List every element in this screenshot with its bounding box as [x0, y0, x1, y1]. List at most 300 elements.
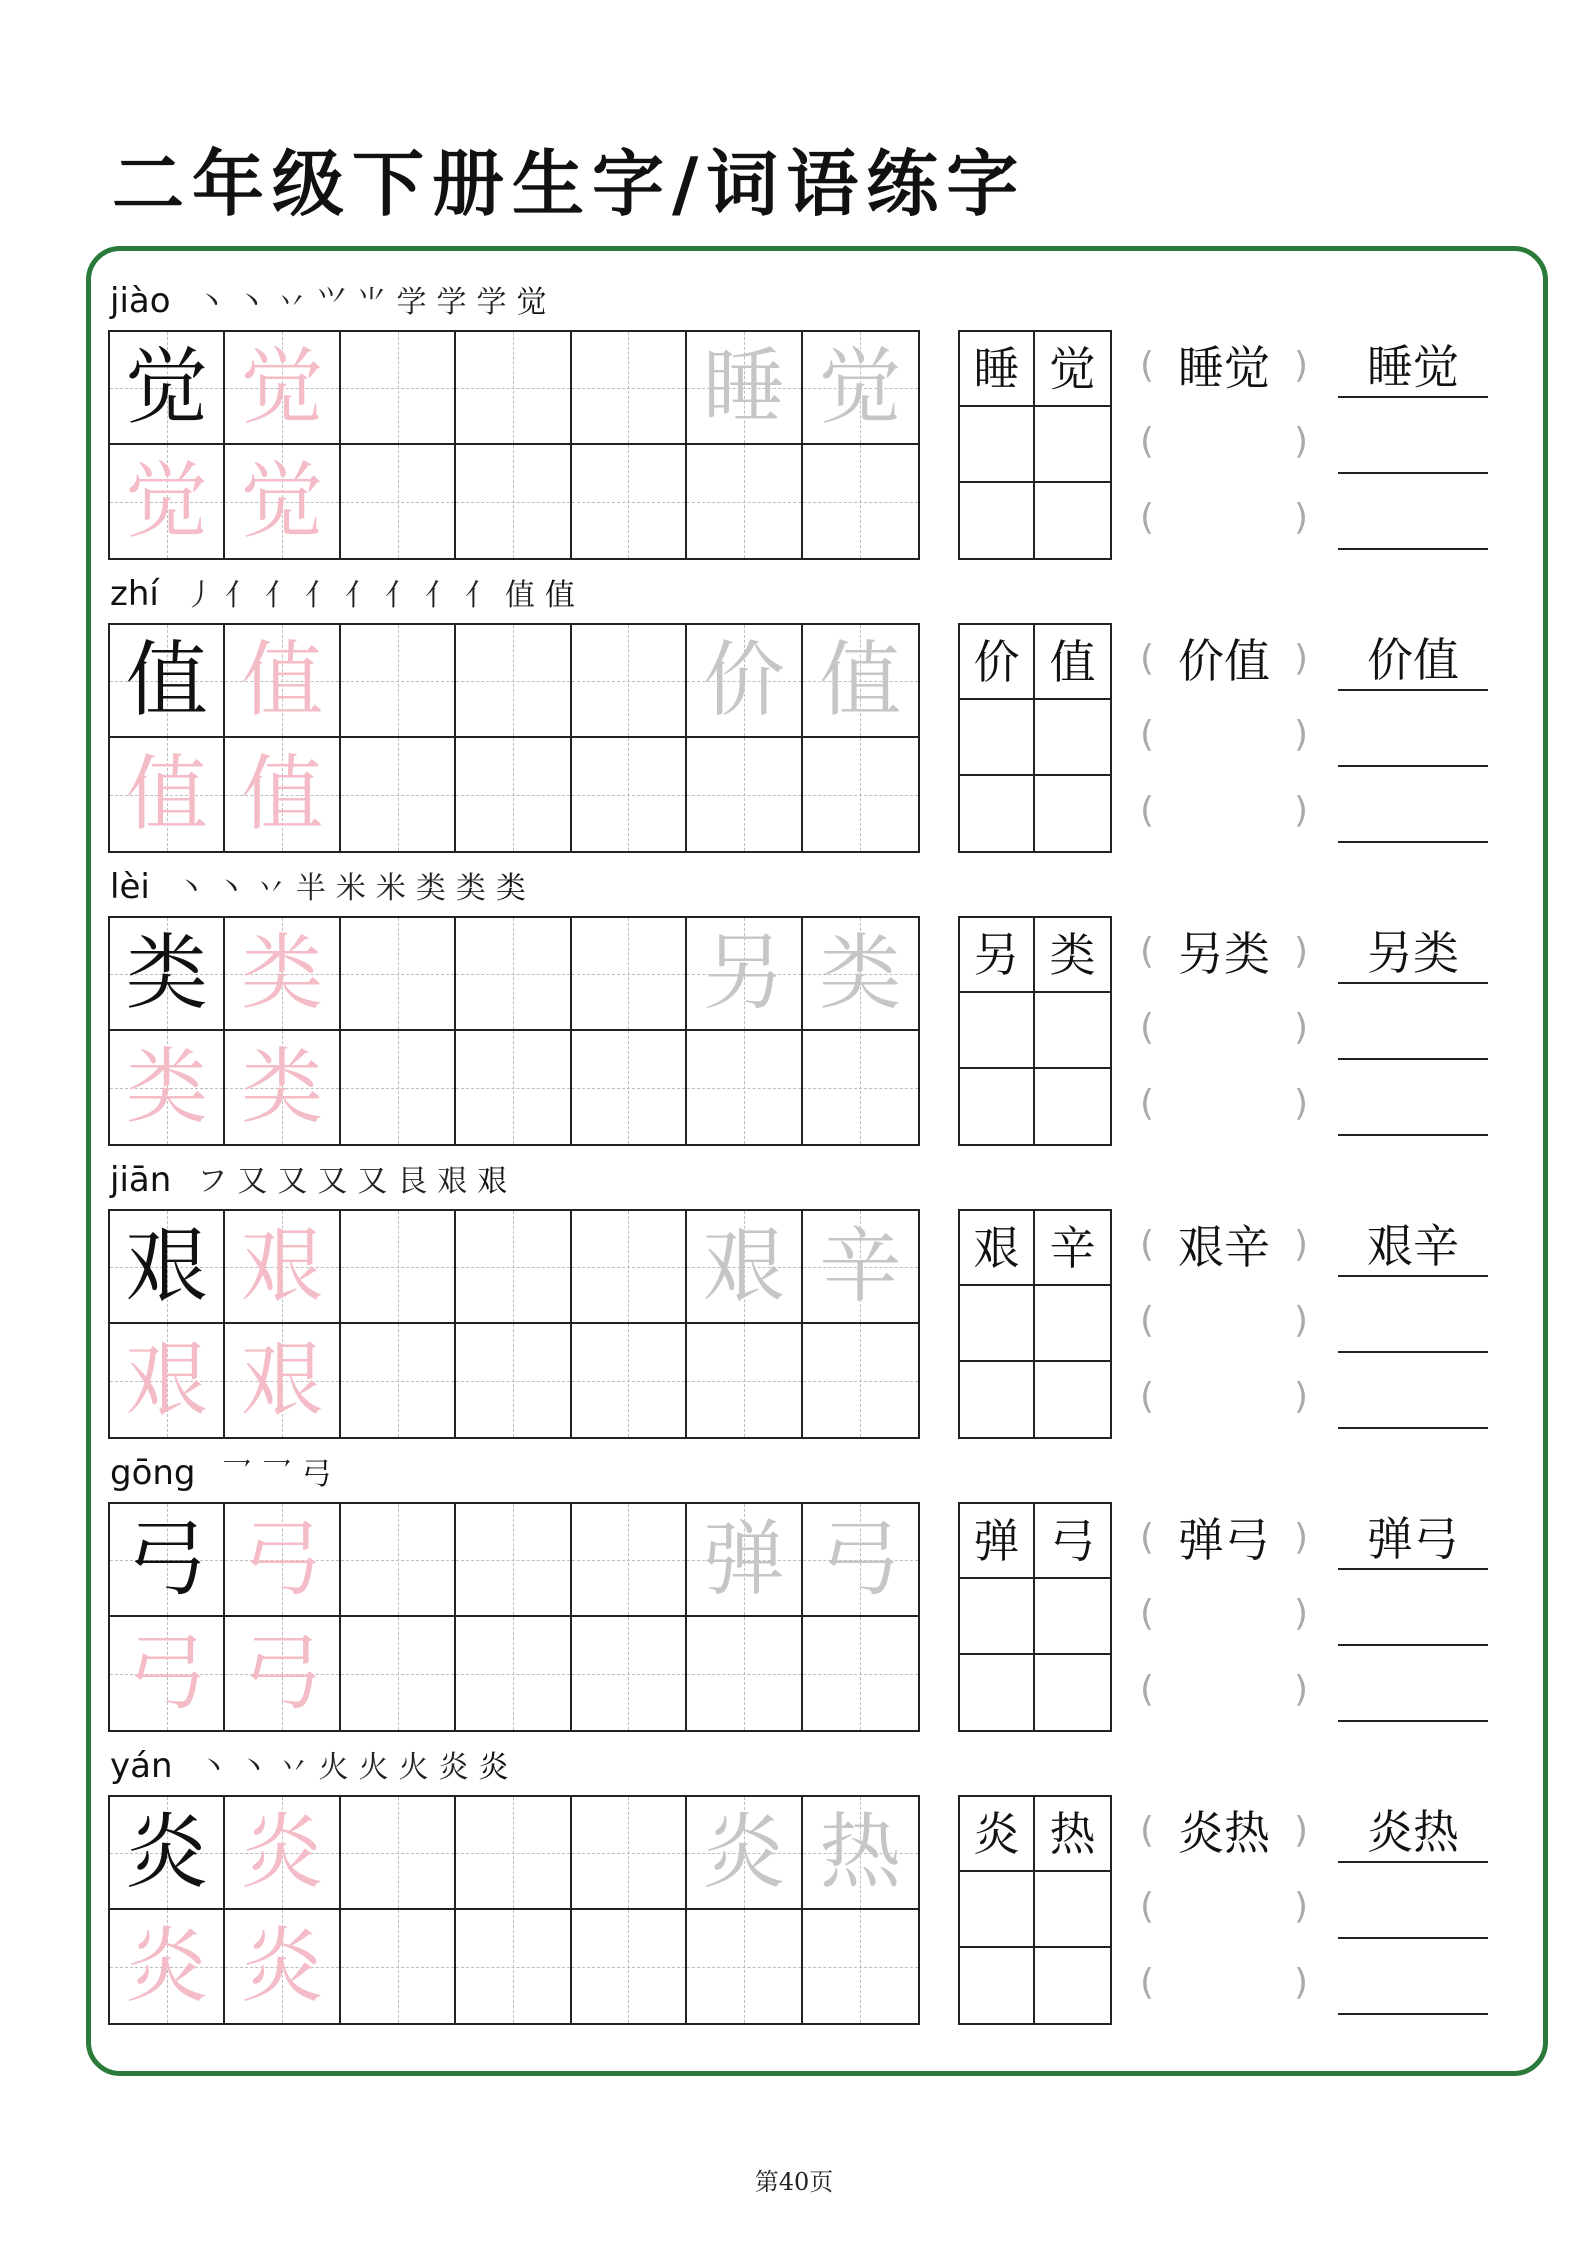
trace-character: 值 [241, 746, 324, 842]
grid-cell[interactable] [456, 1797, 571, 1910]
character-block [0, 1450, 1588, 1742]
model-character: 艰 [125, 1218, 208, 1314]
stroke-step: 学 [436, 285, 467, 320]
paren-left: ( [1140, 930, 1155, 972]
underline-word[interactable]: 炎热 [1338, 1803, 1488, 1863]
paren-right: ) [1293, 1082, 1308, 1124]
grid-cell[interactable] [803, 1504, 918, 1617]
stroke-step: フ [197, 1164, 228, 1199]
paren-left: ( [1140, 1516, 1155, 1558]
grid-cell[interactable] [225, 1797, 340, 1910]
pinyin: yán [110, 1746, 173, 1786]
stroke-step: 类 [455, 871, 486, 906]
word-grid-cell[interactable] [960, 1286, 1035, 1361]
word-grid-cell[interactable] [1035, 1872, 1110, 1947]
grid-cell[interactable] [572, 1910, 687, 2023]
trace-character: 弓 [125, 1625, 208, 1721]
stroke-step: 丶 [238, 1750, 269, 1785]
paren-right: ) [1293, 713, 1308, 755]
writing-line[interactable] [1338, 1644, 1488, 1646]
paren-right: ) [1293, 1885, 1308, 1927]
writing-line[interactable] [1338, 472, 1488, 474]
writing-line[interactable] [1338, 548, 1488, 550]
trace-word-character: 价 [702, 632, 785, 728]
stroke-step: 亻 [464, 578, 495, 613]
grid-cell[interactable] [341, 1910, 456, 2023]
trace-word-character: 弹 [702, 1511, 785, 1607]
word-grid-cell[interactable] [960, 776, 1035, 851]
pinyin: jiān [110, 1160, 172, 1200]
trace-character: 觉 [241, 453, 324, 549]
word-grid [958, 1795, 1112, 2025]
grid-cell[interactable] [803, 1211, 918, 1324]
stroke-step: 值 [504, 578, 535, 613]
grid-cell[interactable] [110, 1797, 225, 1910]
stroke-step: 亻 [424, 578, 455, 613]
paren-left: ( [1140, 1592, 1155, 1634]
grid-cell[interactable] [110, 1324, 225, 1437]
word-grid-cell[interactable] [960, 700, 1035, 775]
grid-cell[interactable] [687, 918, 802, 1031]
grid-cell[interactable] [456, 332, 571, 445]
word-grid-cell[interactable] [1035, 407, 1110, 482]
paren-right: ) [1293, 1006, 1308, 1048]
paren-left: ( [1140, 1223, 1155, 1265]
paren-left: ( [1140, 1668, 1155, 1710]
stroke-step: 值 [544, 578, 575, 613]
word-grid [958, 623, 1112, 853]
model-character: 炎 [125, 1804, 208, 1900]
grid-cell[interactable] [572, 1211, 687, 1324]
word-grid-cell[interactable] [1035, 1655, 1110, 1730]
paren-right: ) [1293, 1809, 1308, 1851]
paren-right: ) [1293, 1375, 1308, 1417]
stroke-step: 学 [476, 285, 507, 320]
grid-cell[interactable] [110, 738, 225, 851]
trace-word-character: 艰 [702, 1218, 785, 1314]
grid-cell[interactable] [687, 1324, 802, 1437]
stroke-step: 亻 [344, 578, 375, 613]
grid-cell[interactable] [341, 918, 456, 1031]
word-grid-cell[interactable] [960, 407, 1035, 482]
pinyin: zhí [110, 574, 159, 614]
paren-right: ) [1293, 1299, 1308, 1341]
stroke-step: 丶 [198, 1750, 229, 1785]
grid-cell[interactable] [225, 918, 340, 1031]
paren-left: ( [1140, 420, 1155, 462]
word-grid-cell[interactable] [960, 1655, 1035, 1730]
trace-word-character: 睡 [702, 339, 785, 435]
stroke-step: 艮 [397, 1164, 428, 1199]
stroke-step: 丿 [184, 578, 215, 613]
word-grid-cell[interactable]: 弓 [1035, 1504, 1110, 1579]
word-grid-cell[interactable] [1035, 483, 1110, 558]
word-grid-cell[interactable] [960, 1872, 1035, 1947]
pinyin: jiào [110, 281, 171, 321]
trace-character: 弓 [241, 1625, 324, 1721]
stroke-step: 米 [375, 871, 406, 906]
grid-cell[interactable] [110, 1504, 225, 1617]
trace-word-character: 值 [819, 632, 902, 728]
stroke-step: 丶 [196, 285, 227, 320]
grid-cell[interactable] [803, 738, 918, 851]
grid-cell[interactable] [456, 738, 571, 851]
grid-cell[interactable] [803, 1910, 918, 2023]
grid-cell[interactable] [225, 625, 340, 738]
grid-cell[interactable] [687, 738, 802, 851]
grid-cell[interactable] [572, 445, 687, 558]
paren-left: ( [1140, 1809, 1155, 1851]
grid-cell[interactable] [341, 1504, 456, 1617]
grid-cell[interactable] [225, 1211, 340, 1324]
paren-box[interactable] [1140, 633, 1308, 688]
paren-left: ( [1140, 1961, 1155, 2003]
stroke-step: 又 [317, 1164, 348, 1199]
word-grid-cell[interactable]: 另 [960, 918, 1035, 993]
paren-right: ) [1293, 1223, 1308, 1265]
trace-word-character: 热 [819, 1804, 902, 1900]
paren-box[interactable] [1140, 785, 1308, 835]
paren-right: ) [1293, 344, 1308, 386]
stroke-step: 火 [358, 1750, 389, 1785]
grid-cell[interactable] [687, 332, 802, 445]
grid-cell[interactable] [687, 1910, 802, 2023]
paren-right: ) [1293, 1516, 1308, 1558]
trace-character: 觉 [125, 453, 208, 549]
trace-character: 值 [125, 746, 208, 842]
grid-cell[interactable] [572, 332, 687, 445]
paren-right: ) [1293, 420, 1308, 462]
paren-box[interactable] [1140, 1371, 1308, 1421]
grid-cell[interactable] [341, 738, 456, 851]
grid-cell[interactable] [572, 1797, 687, 1910]
word-grid-cell[interactable]: 值 [1035, 625, 1110, 700]
stroke-step: 类 [495, 871, 526, 906]
grid-cell[interactable] [687, 1504, 802, 1617]
paren-left: ( [1140, 1006, 1155, 1048]
grid-cell[interactable] [110, 1617, 225, 1730]
trace-character: 觉 [241, 339, 324, 435]
pinyin-stroke-line [110, 1440, 342, 1493]
paren-box[interactable] [1140, 1295, 1308, 1345]
pinyin-stroke-line [110, 854, 536, 907]
underline-word[interactable]: 睡觉 [1338, 338, 1488, 398]
model-character: 值 [125, 632, 208, 728]
stroke-step: 亻 [224, 578, 255, 613]
character-block [0, 1157, 1588, 1449]
writing-line[interactable] [1338, 1720, 1488, 1722]
word-grid-cell[interactable]: 弹 [960, 1504, 1035, 1579]
trace-character: 类 [241, 1039, 324, 1135]
word-grid-cell[interactable]: 艰 [960, 1211, 1035, 1286]
grid-cell[interactable] [803, 445, 918, 558]
stroke-step: 丷 [255, 871, 286, 906]
stroke-step: 又 [277, 1164, 308, 1199]
grid-cell[interactable] [225, 445, 340, 558]
paren-right: ) [1293, 789, 1308, 831]
grid-cell[interactable] [803, 1324, 918, 1437]
word-grid [958, 330, 1112, 560]
pinyin: lèi [110, 867, 150, 907]
grid-cell[interactable] [110, 332, 225, 445]
grid-cell[interactable] [687, 1031, 802, 1144]
word-grid-cell[interactable]: 价 [960, 625, 1035, 700]
trace-character: 弓 [241, 1511, 324, 1607]
underline-word[interactable]: 价值 [1338, 631, 1488, 691]
grid-cell[interactable] [803, 1031, 918, 1144]
tianzige-grid [108, 1502, 920, 1732]
paren-box[interactable] [1140, 1881, 1308, 1931]
grid-cell[interactable] [456, 1324, 571, 1437]
word-grid-cell[interactable]: 辛 [1035, 1211, 1110, 1286]
paren-right: ) [1293, 1592, 1308, 1634]
grid-cell[interactable] [803, 918, 918, 1031]
underline-word[interactable]: 艰辛 [1338, 1217, 1488, 1277]
paren-box[interactable] [1140, 1805, 1308, 1860]
stroke-step: 艰 [437, 1164, 468, 1199]
writing-line[interactable] [1338, 1351, 1488, 1353]
trace-character: 类 [241, 925, 324, 1021]
grid-cell[interactable] [110, 1910, 225, 2023]
word-grid-cell[interactable] [1035, 1069, 1110, 1144]
paren-left: ( [1140, 1082, 1155, 1124]
paren-box[interactable] [1140, 1664, 1308, 1714]
writing-line[interactable] [1338, 1134, 1488, 1136]
character-block [0, 278, 1588, 570]
trace-word-character: 辛 [819, 1218, 902, 1314]
grid-cell[interactable] [110, 445, 225, 558]
grid-cell[interactable] [803, 1797, 918, 1910]
grid-cell[interactable] [110, 625, 225, 738]
word-grid [958, 916, 1112, 1146]
paren-word: 艰辛 [1178, 1220, 1270, 1274]
stroke-step: 丷 [276, 285, 307, 320]
character-block [0, 571, 1588, 863]
word-grid-cell[interactable] [960, 483, 1035, 558]
grid-cell[interactable] [572, 1031, 687, 1144]
model-character: 觉 [125, 339, 208, 435]
grid-cell[interactable] [110, 918, 225, 1031]
paren-word: 睡觉 [1178, 341, 1270, 395]
word-grid-cell[interactable] [960, 1362, 1035, 1437]
trace-character: 炎 [241, 1918, 324, 2014]
stroke-step: 弓 [301, 1457, 332, 1492]
word-grid-cell[interactable] [1035, 993, 1110, 1068]
grid-cell[interactable] [341, 445, 456, 558]
trace-word-character: 弓 [819, 1511, 902, 1607]
stroke-step: 火 [398, 1750, 429, 1785]
underline-word[interactable]: 另类 [1338, 924, 1488, 984]
grid-cell[interactable] [803, 1617, 918, 1730]
grid-cell[interactable] [456, 1031, 571, 1144]
grid-cell[interactable] [456, 918, 571, 1031]
paren-box[interactable] [1140, 926, 1308, 981]
paren-box[interactable] [1140, 1512, 1308, 1567]
writing-line[interactable] [1338, 1427, 1488, 1429]
grid-cell[interactable] [341, 1797, 456, 1910]
trace-character: 值 [241, 632, 324, 728]
word-grid-cell[interactable] [1035, 1948, 1110, 2023]
word-grid-cell[interactable] [1035, 1362, 1110, 1437]
grid-cell[interactable] [456, 1617, 571, 1730]
tianzige-grid [108, 1795, 920, 2025]
trace-character: 炎 [241, 1804, 324, 1900]
writing-line[interactable] [1338, 841, 1488, 843]
grid-cell[interactable] [110, 1211, 225, 1324]
grid-cell[interactable] [341, 1031, 456, 1144]
pinyin-stroke-line [110, 268, 557, 321]
grid-cell[interactable] [341, 1324, 456, 1437]
grid-cell[interactable] [687, 445, 802, 558]
paren-word: 另类 [1178, 927, 1270, 981]
tianzige-grid [108, 623, 920, 853]
grid-cell[interactable] [225, 1910, 340, 2023]
stroke-step: ⺍ [316, 285, 347, 320]
grid-cell[interactable] [225, 1504, 340, 1617]
stroke-step: 火 [318, 1750, 349, 1785]
model-character: 类 [125, 925, 208, 1021]
word-grid-cell[interactable] [960, 1948, 1035, 2023]
word-grid-cell[interactable] [960, 1069, 1035, 1144]
paren-left: ( [1140, 1375, 1155, 1417]
stroke-step: 炎 [478, 1750, 509, 1785]
trace-word-character: 另 [702, 925, 785, 1021]
paren-word: 价值 [1178, 634, 1270, 688]
trace-character: 艰 [241, 1218, 324, 1314]
tianzige-grid [108, 1209, 920, 1439]
paren-box[interactable] [1140, 492, 1308, 542]
grid-cell[interactable] [341, 1211, 456, 1324]
grid-cell[interactable] [803, 625, 918, 738]
stroke-step: 亻 [264, 578, 295, 613]
grid-cell[interactable] [456, 1504, 571, 1617]
grid-cell[interactable] [572, 1617, 687, 1730]
grid-cell[interactable] [687, 625, 802, 738]
grid-cell[interactable] [341, 625, 456, 738]
paren-box[interactable] [1140, 340, 1308, 395]
word-grid-cell[interactable]: 热 [1035, 1797, 1110, 1872]
character-block [0, 1743, 1588, 2035]
paren-left: ( [1140, 1885, 1155, 1927]
paren-left: ( [1140, 789, 1155, 831]
pinyin-stroke-line [110, 1147, 517, 1200]
tianzige-grid [108, 330, 920, 560]
word-grid [958, 1502, 1112, 1732]
paren-right: ) [1293, 1668, 1308, 1710]
word-grid-cell[interactable] [1035, 1286, 1110, 1361]
stroke-step: 丷 [278, 1750, 309, 1785]
grid-cell[interactable] [456, 625, 571, 738]
paren-left: ( [1140, 496, 1155, 538]
paren-word: 炎热 [1178, 1806, 1270, 1860]
trace-word-character: 炎 [702, 1804, 785, 1900]
word-grid-cell[interactable] [960, 993, 1035, 1068]
stroke-step: 半 [295, 871, 326, 906]
word-grid-cell[interactable]: 类 [1035, 918, 1110, 993]
grid-cell[interactable] [687, 1211, 802, 1324]
paren-left: ( [1140, 713, 1155, 755]
word-grid-cell[interactable] [1035, 1579, 1110, 1654]
writing-line[interactable] [1338, 1937, 1488, 1939]
paren-box[interactable] [1140, 1588, 1308, 1638]
paren-word: 弹弓 [1178, 1513, 1270, 1567]
word-grid-cell[interactable] [960, 1579, 1035, 1654]
trace-word-character: 类 [819, 925, 902, 1021]
trace-character: 炎 [125, 1918, 208, 2014]
grid-cell[interactable] [572, 738, 687, 851]
grid-cell[interactable] [225, 1031, 340, 1144]
stroke-step: 炎 [438, 1750, 469, 1785]
grid-cell[interactable] [341, 332, 456, 445]
grid-cell[interactable] [687, 1617, 802, 1730]
stroke-step: 艰 [477, 1164, 508, 1199]
grid-cell[interactable] [225, 738, 340, 851]
grid-cell[interactable] [225, 1617, 340, 1730]
grid-cell[interactable] [456, 1211, 571, 1324]
page-title: 二年级下册生字/词语练字 [112, 141, 1027, 226]
paren-box[interactable] [1140, 709, 1308, 759]
grid-cell[interactable] [456, 1910, 571, 2023]
stroke-step: 丶 [175, 871, 206, 906]
pinyin: gōng [110, 1453, 196, 1493]
grid-cell[interactable] [572, 625, 687, 738]
paren-right: ) [1293, 637, 1308, 679]
grid-cell[interactable] [572, 1324, 687, 1437]
word-grid-cell[interactable]: 睡 [960, 332, 1035, 407]
page-number: 第40页 [754, 2168, 834, 2196]
trace-word-character: 觉 [819, 339, 902, 435]
character-block [0, 864, 1588, 1156]
stroke-step: 乛 [261, 1457, 292, 1492]
underline-word[interactable]: 弹弓 [1338, 1510, 1488, 1570]
paren-box[interactable] [1140, 1002, 1308, 1052]
grid-cell[interactable] [225, 332, 340, 445]
grid-cell[interactable] [803, 332, 918, 445]
paren-left: ( [1140, 344, 1155, 386]
paren-box[interactable] [1140, 1219, 1308, 1274]
paren-left: ( [1140, 637, 1155, 679]
writing-line[interactable] [1338, 2013, 1488, 2015]
grid-cell[interactable] [572, 1504, 687, 1617]
pinyin-stroke-line [110, 1733, 519, 1786]
grid-cell[interactable] [110, 1031, 225, 1144]
grid-cell[interactable] [687, 1797, 802, 1910]
stroke-step: ⺌ [356, 285, 387, 320]
writing-line[interactable] [1338, 1058, 1488, 1060]
grid-cell[interactable] [572, 918, 687, 1031]
paren-box[interactable] [1140, 1078, 1308, 1128]
paren-box[interactable] [1140, 416, 1308, 466]
stroke-step: 丶 [215, 871, 246, 906]
stroke-step: 又 [357, 1164, 388, 1199]
writing-line[interactable] [1338, 765, 1488, 767]
grid-cell[interactable] [456, 445, 571, 558]
word-grid-cell[interactable]: 觉 [1035, 332, 1110, 407]
paren-box[interactable] [1140, 1957, 1308, 2007]
stroke-step: 米 [335, 871, 366, 906]
stroke-step: 乛 [221, 1457, 252, 1492]
model-character: 弓 [125, 1511, 208, 1607]
word-grid-cell[interactable] [1035, 776, 1110, 851]
stroke-step: 丶 [236, 285, 267, 320]
paren-left: ( [1140, 1299, 1155, 1341]
grid-cell[interactable] [225, 1324, 340, 1437]
word-grid-cell[interactable] [1035, 700, 1110, 775]
grid-cell[interactable] [341, 1617, 456, 1730]
trace-character: 艰 [125, 1332, 208, 1428]
word-grid-cell[interactable]: 炎 [960, 1797, 1035, 1872]
stroke-step: 又 [237, 1164, 268, 1199]
